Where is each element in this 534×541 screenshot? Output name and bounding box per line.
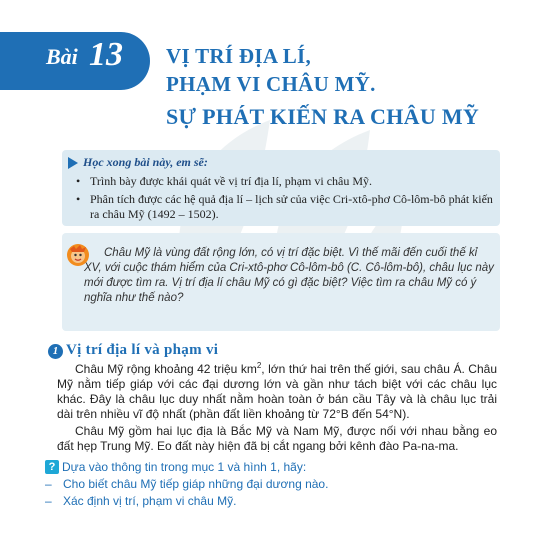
question-item-text: Cho biết châu Mỹ tiếp giáp những đại dương nào. <box>63 477 329 491</box>
dash: – <box>45 494 52 508</box>
section-title: Vị trí địa lí và phạm vi <box>66 342 219 358</box>
question-item <box>45 494 236 508</box>
section-number-icon: 1 <box>48 344 63 359</box>
lesson-title-line-3: SỰ PHÁT KIẾN RA CHÂU MỸ <box>166 104 480 129</box>
objectives-heading-text: Học xong bài này, em sẽ: <box>83 155 208 169</box>
objectives-heading <box>68 155 208 170</box>
paragraph-2: Châu Mỹ gồm hai lục địa là Bắc Mỹ và Nam Mỹ, được nối với nhau bằng eo đất hẹp Trung Mỹ. Eo đất này hiện đã bị cắt ngang bởi kênh đào Pa-na-ma. <box>57 424 497 453</box>
paragraph-1-part-a: Châu Mỹ rộng khoảng 42 triệu km <box>75 362 257 376</box>
paragraph-1-part-b: , lớn thứ hai trên thế giới, sau châu Á. Châu Mỹ nằm tiếp giáp với các đại dương lớn và gần như tách biệt với các châu lục khác. Đây là châu lục duy nhất nằm hoàn toàn ở bán cầu Tây và là châu lục trải dài trên nhiều vĩ độ nhất (phần đất liền khoảng từ 72°B đến 54°N). <box>57 362 497 421</box>
question-item-text: Xác định vị trí, phạm vi châu Mỹ. <box>63 494 237 508</box>
lesson-title-line-2: PHẠM VI CHÂU MỸ. <box>166 72 376 96</box>
objective-text: Trình bày được khái quát về vị trí địa lí, phạm vi châu Mỹ. <box>90 174 373 188</box>
superscript-2: 2 <box>256 361 262 370</box>
objective-text: Phân tích được các hệ quả địa lí – lịch sử của việc Cri-xtô-phơ Cô-lôm-bô phát kiến ra châu Mỹ (1492 – 1502). <box>90 192 493 221</box>
lesson-number: 13 <box>89 36 123 73</box>
dash: – <box>45 477 52 491</box>
intro-text: Châu Mỹ là vùng đất rộng lớn, có vị trí đặc biệt. Vì thế mãi đến cuối thế kỉ XV, với cuộc thám hiểm của Cri-xtô-phơ Cô-lôm-bô (C. Cô-lôm-bô), châu lục này mới được tìm ra. Vị trí địa lí châu Mỹ có gì đặc biệt? Việc tìm ra châu Mỹ có ý nghĩa như thế nào? <box>84 247 494 304</box>
lesson-badge-word: Bài <box>46 44 78 69</box>
objective-item <box>76 174 494 189</box>
bullet: • <box>76 174 81 188</box>
arrow-right-icon <box>68 157 78 169</box>
objective-item <box>76 192 494 222</box>
lesson-title-line-1: VỊ TRÍ ĐỊA LÍ, <box>166 44 312 68</box>
paragraph-1 <box>57 362 497 422</box>
question-item <box>45 477 328 491</box>
question-icon: ? <box>45 460 59 474</box>
bullet: • <box>76 192 81 206</box>
question-prompt: Dựa vào thông tin trong mục 1 và hình 1, hãy: <box>62 460 307 474</box>
